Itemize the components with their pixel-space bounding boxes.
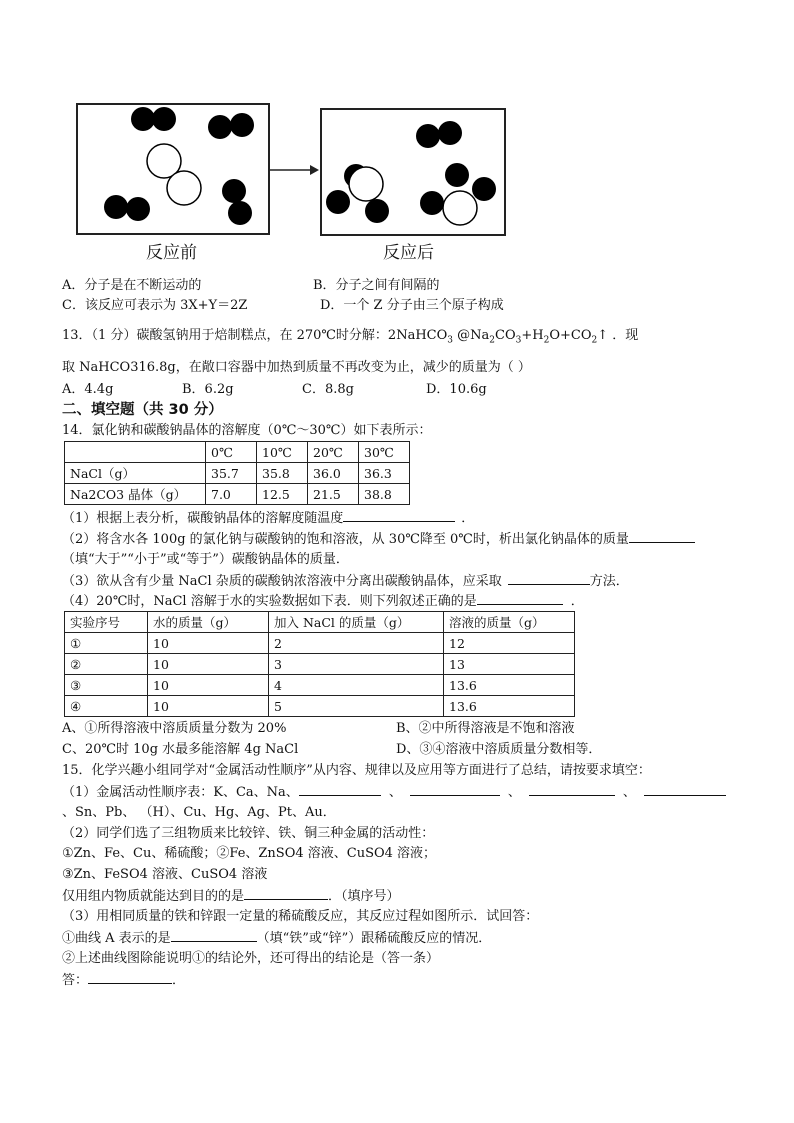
reaction-arrow (266, 160, 320, 180)
q13-option-d: D．10.6g (426, 382, 487, 397)
after-reaction-box (320, 108, 506, 236)
before-label: 反应前 (146, 243, 197, 263)
q14-p1-end: ． (461, 511, 475, 526)
q14-part-4 (62, 592, 584, 611)
after-molecules (322, 110, 504, 234)
q13-option-a: A．4.4g (62, 382, 114, 397)
q13-sub: 3 (447, 335, 454, 346)
q13-eq: O+CO (549, 328, 592, 343)
table-row (65, 696, 575, 717)
answer-blank[interactable] (529, 783, 615, 796)
q13-text-1: 13．（1 分）碳酸氢钠用于焙制糕点，在 270℃时分解：2NaHCO (62, 328, 448, 343)
table-cell: 13.6 (444, 675, 575, 696)
q14-p4-text: （4）20℃时，NaCl 溶解于水的实验数据如下表．则下列叙述正确的是 (62, 594, 477, 609)
separator: 、 (388, 785, 402, 800)
q14-p4-end: ． (570, 594, 584, 609)
table-cell: 30℃ (359, 442, 410, 463)
q14-part-2b: （填“大于”“小于”或“等于”）碳酸钠晶体的质量． (62, 552, 349, 567)
table-cell: 13.6 (444, 696, 575, 717)
q15-part-2a: ①Zn、Fe、Cu、稀硫酸；②Fe、ZnSO4 溶液、CuSO4 溶液； (62, 846, 437, 861)
q14-p3-end: 方法． (589, 574, 629, 589)
before-reaction-box (76, 103, 270, 235)
q15-part-2b: ③Zn、FeSO4 溶液、CuSO4 溶液 (62, 867, 268, 882)
table-row (65, 612, 575, 633)
q14-option-d: D、③④溶液中溶质质量分数相等． (396, 742, 602, 757)
table-cell: 实验序号 (65, 612, 148, 633)
separator: 、 (622, 785, 636, 800)
q14-p1-text: （1）根据上表分析，碳酸钠晶体的溶解度随温度 (62, 511, 344, 526)
table-cell (65, 442, 206, 463)
table-cell: 10 (148, 696, 269, 717)
q13-text-2: 取 NaHCO316.8g，在敞口容器中加热到质量不再改变为止，减少的质量为（ ） (62, 360, 531, 375)
q12-option-c: C．该反应可表示为 3X+Y＝2Z (62, 298, 248, 313)
q13-sub: 2 (489, 335, 496, 346)
q13-option-c: C．8.8g (302, 382, 354, 397)
table-cell: 5 (269, 696, 444, 717)
table-row (65, 633, 575, 654)
q15-part-3a (62, 929, 491, 948)
table-row (65, 463, 410, 484)
answer-blank[interactable] (343, 509, 455, 522)
table-cell: ③ (65, 675, 148, 696)
table-cell: 12 (444, 633, 575, 654)
table-cell: 加入 NaCl 的质量（g） (269, 612, 444, 633)
table-cell: 21.5 (308, 484, 359, 505)
section-title: 二、填空题（共 30 分） (62, 402, 223, 418)
q13-sub: 2 (543, 335, 550, 346)
separator: 、 (507, 785, 521, 800)
table-cell: 4 (269, 675, 444, 696)
q15-part-1b: 、Sn、Pb、 （H）、Cu、Hg、Ag、Pt、Au． (62, 805, 336, 820)
q15-p3a-end: （填“铁”或“锌”）跟稀硫酸反应的情况． (256, 931, 492, 946)
table-cell: 3 (269, 654, 444, 675)
table-cell: 10℃ (257, 442, 308, 463)
table-cell: 20℃ (308, 442, 359, 463)
table-cell: 10 (148, 675, 269, 696)
table-cell: 35.8 (257, 463, 308, 484)
experiment-table (64, 611, 575, 717)
q14-intro: 14．氯化钠和碳酸钠晶体的溶解度（0℃～30℃）如下表所示： (62, 423, 432, 438)
answer-blank[interactable] (244, 887, 328, 900)
q12-option-a: A．分子是在不断运动的 (62, 278, 202, 293)
q14-option-c: C、20℃时 10g 水最多能溶解 4g NaCl (62, 742, 299, 757)
table-cell: 12.5 (257, 484, 308, 505)
table-cell: 10 (148, 654, 269, 675)
table-cell: 7.0 (206, 484, 257, 505)
table-cell: 13 (444, 654, 575, 675)
q15-part-3c (62, 971, 185, 990)
before-molecules (78, 105, 268, 233)
answer-blank[interactable] (88, 971, 172, 984)
table-row (65, 484, 410, 505)
q15-part-3: （3）用相同质量的铁和锌跟一定量的稀硫酸反应，其反应过程如图所示．试回答： (62, 909, 539, 924)
table-cell: 36.3 (359, 463, 410, 484)
q15-part-2c (62, 887, 400, 906)
table-cell: ① (65, 633, 148, 654)
q15-p2c-end: ．（填序号） (328, 889, 400, 904)
q15-part-1 (62, 783, 726, 802)
answer-blank[interactable] (171, 929, 257, 942)
q13-eq: @Na (453, 328, 490, 343)
q15-p2c-text: 仅用组内物质就能达到目的的是 (62, 889, 245, 904)
q14-p3-text: （3）欲从含有少量 NaCl 杂质的碳酸钠浓溶液中分离出碳酸钠晶体，应采取 (62, 574, 502, 589)
answer-blank[interactable] (410, 783, 500, 796)
table-cell: NaCl（g） (65, 463, 206, 484)
table-cell: 38.8 (359, 484, 410, 505)
q14-p2a-text: （2）将含水各 100g 的氯化钠与碳酸钠的饱和溶液，从 30℃降至 0℃时，析出氯化钠晶体的质量 (62, 532, 629, 547)
answer-blank[interactable] (508, 572, 590, 585)
q13-stem (62, 327, 638, 350)
table-cell: 溶液的质量（g） (444, 612, 575, 633)
q14-part-3 (62, 572, 629, 591)
table-cell: 0℃ (206, 442, 257, 463)
q13-option-b: B．6.2g (182, 382, 234, 397)
answer-blank[interactable] (299, 783, 381, 796)
q13-eq-end: ↑ ．现 (597, 328, 639, 343)
table-row (65, 442, 410, 463)
table-cell: 2 (269, 633, 444, 654)
table-cell: 10 (148, 633, 269, 654)
q13-eq: CO (495, 328, 516, 343)
q15-p3a-text: ①曲线 A 表示的是 (62, 931, 171, 946)
answer-blank[interactable] (644, 783, 726, 796)
solubility-table (64, 441, 410, 505)
answer-blank[interactable] (477, 592, 563, 605)
q13-eq: +H (521, 328, 544, 343)
q14-part-2a (62, 530, 695, 549)
q15-p3c-text: 答： (62, 973, 89, 988)
q15-p3c-end: ． (172, 973, 186, 988)
q15-part-2: （2）同学们选了三组物质来比较锌、铁、铜三种金属的活动性： (62, 826, 435, 841)
q14-option-a: A、①所得溶液中溶质质量分数为 20% (62, 721, 287, 736)
q13-sub: 3 (515, 335, 522, 346)
table-cell: 水的质量（g） (148, 612, 269, 633)
q15-part-3b: ②上述曲线图除能说明①的结论外，还可得出的结论是（答一条） (62, 951, 440, 966)
q14-part-1 (62, 509, 474, 528)
q12-option-d: D．一个 Z 分子由三个原子构成 (320, 298, 504, 313)
table-cell: 36.0 (308, 463, 359, 484)
table-cell: Na2CO3 晶体（g） (65, 484, 206, 505)
after-label: 反应后 (383, 243, 434, 263)
q15-p1-text: （1）金属活动性顺序表：K、Ca、Na、 (62, 785, 299, 800)
q14-option-b: B、②中所得溶液是不饱和溶液 (396, 721, 575, 736)
table-row (65, 675, 575, 696)
q15-intro: 15．化学兴趣小组同学对“金属活动性顺序”从内容、规律以及应用等方面进行了总结，请按要求填空： (62, 763, 651, 778)
q12-option-b: B．分子之间有间隔的 (313, 278, 440, 293)
table-cell: ④ (65, 696, 148, 717)
table-cell: ② (65, 654, 148, 675)
table-row (65, 654, 575, 675)
table-cell: 35.7 (206, 463, 257, 484)
q13-sub: 2 (591, 335, 598, 346)
answer-blank[interactable] (629, 530, 695, 543)
